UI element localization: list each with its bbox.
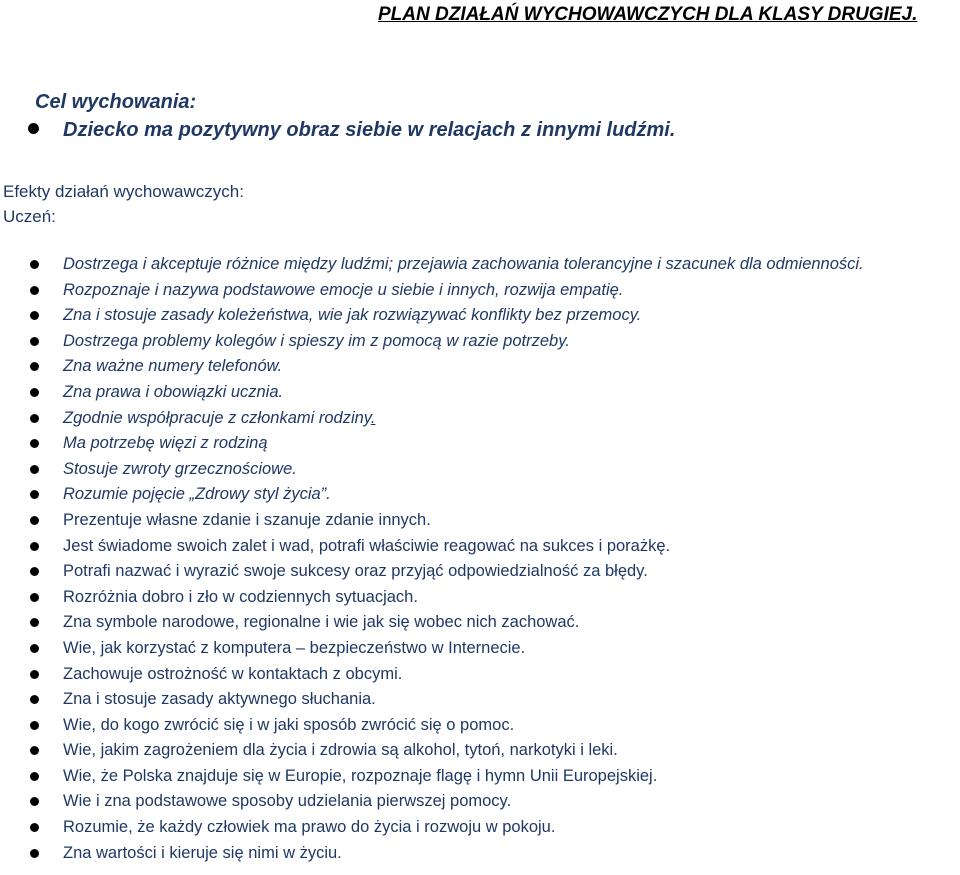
list-item-text: Ma potrzebę więzi z rodziną: [63, 434, 268, 453]
list-item-text: Jest świadome swoich zalet i wad, potrafi właściwie reagować na sukces i porażkę.: [63, 536, 671, 555]
list-item: [0, 764, 960, 790]
goal-heading: Cel wychowania:: [35, 91, 197, 113]
bullet-icon: [30, 695, 39, 704]
list-item: [0, 636, 960, 662]
underlined-period: .: [370, 408, 376, 427]
bullet-icon: [30, 439, 39, 448]
list-item: [0, 534, 960, 560]
list-item-text: Wie, do kogo zwrócić się i w jaki sposób zwrócić się o pomoc.: [63, 715, 515, 734]
list-item: [0, 789, 960, 815]
list-item: [0, 738, 960, 764]
bullet-icon: [30, 465, 39, 474]
bullet-icon: [30, 823, 39, 832]
list-item: [0, 482, 960, 508]
bullet-icon: [30, 337, 39, 346]
list-item: [0, 713, 960, 739]
list-item-text: Rozumie, że każdy człowiek ma prawo do życia i rozwoju w pokoju.: [63, 818, 556, 837]
bullet-icon: [30, 644, 39, 653]
bullet-icon: [30, 849, 39, 858]
list-item-text: Stosuje zwroty grzecznościowe.: [63, 459, 297, 478]
list-item: [0, 303, 960, 329]
bullet-icon: [30, 721, 39, 730]
list-item: [0, 329, 960, 355]
bullet-icon: [30, 362, 39, 371]
list-item-text: Wie, że Polska znajduje się w Europie, rozpoznaje flagę i hymn Unii Europejskiej.: [63, 766, 658, 785]
bullet-icon: [30, 388, 39, 397]
list-item-text: Zna symbole narodowe, regionalne i wie jak się wobec nich zachować.: [63, 613, 580, 632]
list-item-text: Wie, jakim zagrożeniem dla życia i zdrowia są alkohol, tytoń, narkotyki i leki.: [63, 741, 618, 760]
bullet-icon: [30, 490, 39, 499]
list-item-text: Zna i stosuje zasady koleżeństwa, wie jak rozwiązywać konflikty bez przemocy.: [63, 306, 642, 325]
list-item: [0, 687, 960, 713]
list-item: [0, 662, 960, 688]
list-item-text: Rozpoznaje i nazywa podstawowe emocje u siebie i innych, rozwija empatię.: [63, 280, 624, 299]
bullet-icon: [28, 123, 39, 134]
list-item-text: Zgodnie współpracuje z członkami rodziny: [63, 408, 371, 427]
list-item-text: Zna wartości i kieruje się nimi w życiu.: [63, 843, 342, 862]
list-item: [0, 431, 960, 457]
bullet-icon: [30, 311, 39, 320]
list-item-text: Zna ważne numery telefonów.: [63, 357, 283, 376]
list-item-text: Zna i stosuje zasady aktywnego słuchania.: [63, 690, 376, 709]
list-item-text: Wie, jak korzystać z komputera – bezpieczeństwo w Internecie.: [63, 638, 526, 657]
list-item-text: Zna prawa i obowiązki ucznia.: [63, 382, 284, 401]
bullet-icon: [30, 260, 39, 269]
bullet-icon: [30, 618, 39, 627]
list-item: [0, 354, 960, 380]
list-item: [0, 406, 960, 432]
effects-list: [0, 252, 960, 866]
bullet-icon: [30, 797, 39, 806]
list-item: [0, 585, 960, 611]
list-item: [0, 815, 960, 841]
bullet-icon: [30, 746, 39, 755]
list-item-text: Rozumie pojęcie „Zdrowy styl życia”.: [63, 485, 331, 504]
list-item-text: Rozróżnia dobro i zło w codziennych sytuacjach.: [63, 587, 418, 606]
bullet-icon: [30, 593, 39, 602]
bullet-icon: [30, 414, 39, 423]
effects-subheading: Uczeń:: [3, 207, 56, 226]
list-item: [0, 508, 960, 534]
list-item: [0, 841, 960, 867]
list-item-text: Zachowuje ostrożność w kontaktach z obcymi.: [63, 664, 403, 683]
bullet-icon: [30, 516, 39, 525]
list-item-text: Wie i zna podstawowe sposoby udzielania pierwszej pomocy.: [63, 792, 512, 811]
list-item: [0, 252, 960, 278]
list-item: [0, 278, 960, 304]
bullet-icon: [30, 542, 39, 551]
list-item-text: Prezentuje własne zdanie i szanuje zdanie innych.: [63, 510, 431, 529]
bullet-icon: [30, 670, 39, 679]
list-item: [0, 380, 960, 406]
list-item-text-wrap: [63, 406, 375, 431]
list-item-text: Dostrzega i akceptuje różnice między ludźmi; przejawia zachowania tolerancyjne i szacunek dla odmienności.: [63, 255, 864, 273]
list-item: [0, 559, 960, 585]
bullet-icon: [30, 286, 39, 295]
goal-item-text: Dziecko ma pozytywny obraz siebie w relacjach z innymi ludźmi.: [63, 119, 676, 141]
effects-heading: Efekty działań wychowawczych:: [3, 182, 244, 201]
list-item-text: Dostrzega problemy kolegów i spieszy im z pomocą w razie potrzeby.: [63, 331, 570, 350]
bullet-icon: [30, 772, 39, 781]
list-item: [0, 457, 960, 483]
effects-heading-block: [3, 179, 244, 229]
page-title: PLAN DZIAŁAŃ WYCHOWAWCZYCH DLA KLASY DRUGIEJ.: [378, 4, 918, 25]
list-item: [0, 610, 960, 636]
bullet-icon: [30, 567, 39, 576]
list-item-text: Potrafi nazwać i wyrazić swoje sukcesy oraz przyjąć odpowiedzialność za błędy.: [63, 562, 648, 581]
